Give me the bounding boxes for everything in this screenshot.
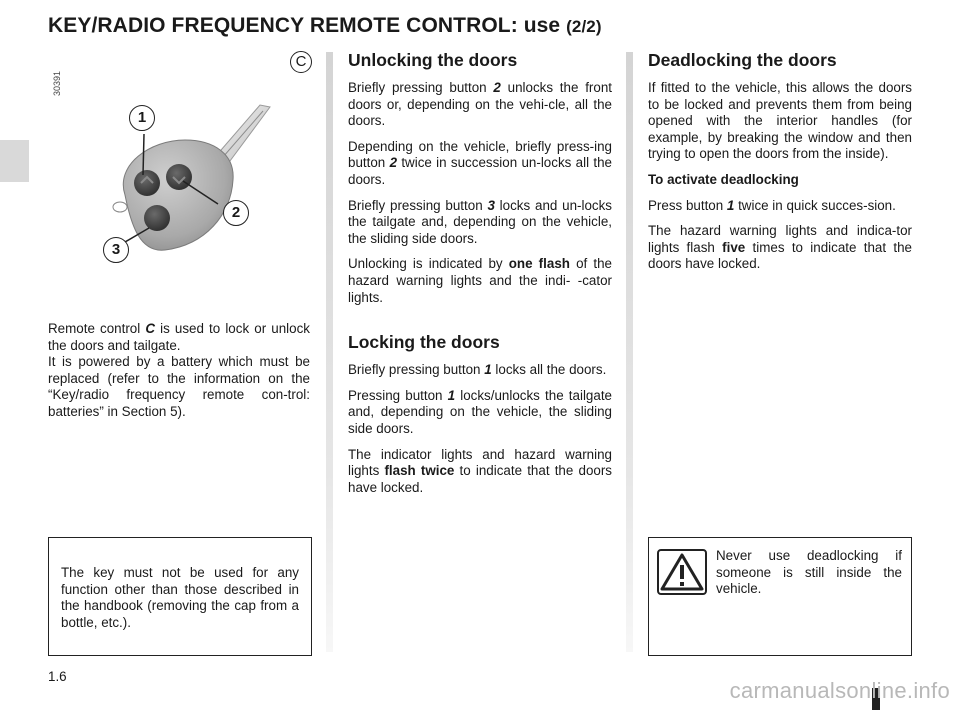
text: twice in quick succes-sion.	[734, 197, 896, 213]
ref: 2	[493, 80, 501, 95]
page-title	[48, 14, 602, 38]
text: times to indicate that the doors have locked.	[648, 239, 912, 272]
remote-key-illustration	[95, 85, 305, 285]
text: is used to lock or unlock the doors and tailgate.	[48, 321, 310, 353]
unlocking-heading: Unlocking the doors	[348, 50, 518, 70]
section-tab	[0, 140, 29, 182]
title-main: KEY/RADIO FREQUENCY REMOTE CONTROL: use	[48, 14, 567, 37]
text: Briefly pressing button	[348, 80, 494, 95]
paragraph	[348, 198, 612, 248]
ref-c: C	[145, 321, 155, 336]
ref: 2	[389, 155, 398, 171]
column-unlock-lock	[348, 50, 612, 505]
text: twice in succession un-locks all the doors.	[348, 155, 612, 187]
column-deadlock	[648, 50, 912, 282]
emphasis: one flash	[508, 256, 570, 272]
button-1	[134, 170, 160, 196]
text: locks/unlocks the tailgate and, depending on the vehicle, the sliding side doors.	[348, 387, 612, 436]
text: locks all the doors.	[491, 362, 607, 378]
text: Remote control	[48, 321, 146, 336]
paragraph	[348, 139, 612, 189]
page-number: 1.6	[48, 669, 67, 684]
callout-1: 1	[129, 105, 155, 131]
emphasis: five	[722, 239, 746, 255]
paragraph	[348, 256, 612, 306]
key-note-box	[48, 537, 312, 656]
callout-2: 2	[223, 200, 249, 226]
deadlocking-heading: Deadlocking the doors	[648, 50, 837, 70]
button-3	[144, 205, 170, 231]
intro-sentence-2: It is powered by a battery which must be replaced (refer to the information on the “Key/radio frequency remote con-trol: batteries” in Section 5).	[48, 354, 310, 419]
text: Briefly pressing button	[348, 197, 488, 213]
paragraph	[348, 447, 612, 497]
text: of the hazard warning lights and the indi- -cator lights.	[348, 256, 612, 305]
ref: 1	[726, 197, 735, 213]
paragraph: If fitted to the vehicle, this allows the doors to be locked and prevents them from being opened with the interior handles (for example, by breaking the window and then trying to open the doors from the inside).	[648, 80, 912, 162]
emphasis: flash twice	[384, 463, 455, 479]
text: Pressing button	[348, 387, 448, 403]
button-2	[166, 164, 192, 190]
callout-3: 3	[103, 237, 129, 263]
deadlocking-subheading: To activate deadlocking	[648, 171, 799, 187]
ref: 1	[484, 362, 492, 378]
column-divider	[326, 52, 333, 652]
text: unlocks the front doors or, depending on the vehi-cle, all the doors.	[348, 80, 612, 129]
figure-letter: C	[290, 51, 312, 73]
warning-box	[648, 537, 912, 656]
paragraph	[348, 80, 612, 130]
key-fob-body	[113, 140, 233, 250]
text: locks and un-locks the tailgate and, depending on the vehicle, the sliding side doors.	[348, 197, 612, 246]
text: Briefly pressing button	[348, 362, 485, 378]
ref: 1	[447, 387, 456, 403]
paragraph	[648, 198, 912, 215]
warning-text: Never use deadlocking if someone is still inside the vehicle.	[716, 548, 902, 597]
text: The hazard warning lights and indica-tor lights flash	[648, 223, 912, 255]
intro-text	[48, 321, 310, 421]
text: The indicator lights and hazard warning lights	[348, 446, 612, 479]
warning-triangle-icon	[657, 549, 707, 595]
photo-id: 30391	[52, 70, 62, 96]
text: Unlocking is indicated by	[348, 256, 509, 272]
text: Depending on the vehicle, briefly press-ing button	[348, 138, 612, 171]
paragraph	[348, 362, 612, 379]
locking-heading: Locking the doors	[348, 332, 500, 353]
text: to indicate that the doors have locked.	[348, 463, 612, 495]
paragraph	[348, 388, 612, 438]
intro-sentence-1	[48, 321, 310, 354]
paragraph	[648, 223, 912, 273]
callout-line-1	[143, 134, 144, 175]
ref: 3	[487, 197, 495, 213]
watermark: carmanualsonline.info	[729, 678, 950, 703]
title-part: (2/2)	[566, 17, 602, 36]
key-note-text: The key must not be used for any function other than those described in the handbook (removing the cap from a bottle, etc.).	[61, 565, 299, 630]
column-divider	[626, 52, 633, 652]
text: Press button	[648, 197, 727, 213]
